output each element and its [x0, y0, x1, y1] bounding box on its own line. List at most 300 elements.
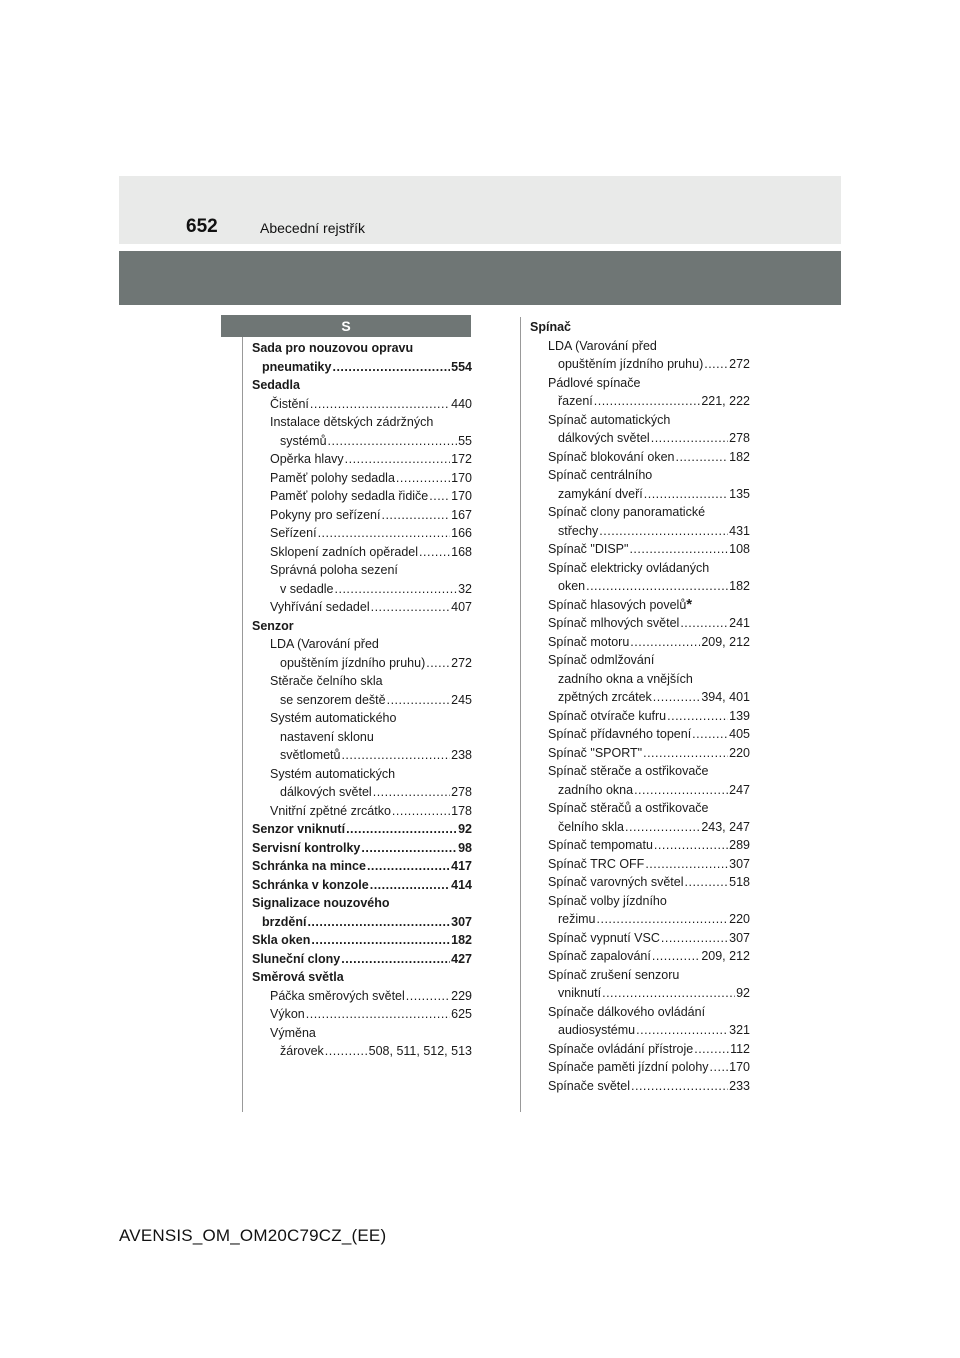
index-entry-line	[252, 635, 472, 654]
index-entry-line	[252, 913, 472, 932]
leader-dots	[306, 1005, 450, 1024]
leader-dots	[661, 929, 728, 948]
index-entry-line	[530, 466, 750, 485]
page-reference[interactable]: 414	[451, 877, 472, 892]
index-entry	[252, 820, 472, 839]
index-term: Instalace dětských zádržných	[270, 415, 434, 429]
index-term: Spínač odmlžování	[548, 653, 655, 667]
page-reference[interactable]: 182	[451, 933, 472, 947]
index-entry	[252, 524, 472, 543]
index-term: Pokyny pro seřízení	[270, 507, 381, 522]
index-entry-line	[530, 411, 750, 430]
left-column-rule	[242, 337, 243, 1112]
index-entry	[530, 873, 750, 892]
page-title: Abecední rejstřík	[260, 220, 366, 236]
index-entry	[252, 950, 472, 969]
index-entry-line	[530, 762, 750, 781]
document-code: AVENSIS_OM_OM20C79CZ_(EE)	[119, 1226, 387, 1245]
index-term: Skla oken	[252, 933, 311, 947]
index-entry	[530, 929, 750, 948]
index-entry-line	[530, 633, 750, 652]
index-entry-line	[252, 543, 472, 562]
page-reference[interactable]: 625	[451, 1007, 472, 1021]
index-entry-line	[252, 987, 472, 1006]
index-entry-line	[252, 894, 472, 913]
leader-dots	[594, 392, 701, 411]
index-term: Směrová světla	[252, 970, 344, 984]
leader-dots	[373, 783, 450, 802]
index-entry-line	[530, 855, 750, 874]
index-entry-line	[252, 358, 472, 377]
index-term: LDA (Varování před	[548, 338, 657, 353]
leader-dots	[704, 355, 728, 374]
leader-dots	[307, 913, 450, 932]
leader-dots	[710, 1058, 729, 1077]
page-reference[interactable]: 394, 401	[701, 690, 750, 704]
index-entry	[252, 413, 472, 450]
index-entry-line	[530, 781, 750, 800]
leader-dots	[311, 931, 450, 950]
index-entry	[252, 376, 472, 395]
index-term: čelního skla	[558, 819, 625, 834]
page-reference[interactable]: 182	[729, 579, 750, 593]
page-reference[interactable]: 168	[451, 544, 472, 559]
index-entry	[530, 318, 750, 337]
page-reference[interactable]: 278	[729, 431, 750, 445]
index-entry-line: Spínač hlasových povelů *	[548, 595, 693, 613]
index-term: dálkových světel	[558, 431, 650, 445]
index-entry-line	[252, 1042, 472, 1061]
index-term: zamykání dveří	[558, 486, 643, 501]
index-entry	[530, 540, 750, 559]
index-entry	[530, 947, 750, 966]
index-entry-line	[252, 580, 472, 599]
index-entry-line	[252, 765, 472, 784]
page-reference[interactable]: 417	[451, 859, 472, 873]
index-entry-line	[252, 395, 472, 414]
index-term: Paměť polohy sedadla řidiče	[270, 489, 429, 503]
index-term: Systém automatického	[270, 711, 397, 725]
leader-dots	[361, 839, 457, 858]
index-term: zadního okna	[558, 782, 634, 797]
index-term: Schránka v konzole	[252, 877, 369, 892]
index-term: Systém automatických	[270, 766, 396, 781]
index-entry	[530, 725, 750, 744]
index-term: Spínač "DISP"	[548, 542, 629, 556]
index-term: Spínač stěračů a ostřikovače	[548, 801, 709, 815]
index-term: Spínače ovládání přístroje	[548, 1041, 694, 1056]
index-entry-line	[252, 561, 472, 580]
page-reference[interactable]: 178	[451, 803, 472, 818]
leader-dots	[396, 469, 450, 488]
leader-dots	[654, 836, 728, 855]
index-term: Spínač zapalování	[548, 949, 651, 963]
leader-dots	[419, 543, 450, 562]
index-term: Spínač motoru	[548, 634, 630, 649]
index-entry	[530, 966, 750, 1003]
index-term: Spínač vypnutí VSC	[548, 930, 660, 945]
page-reference[interactable]: 307	[729, 930, 750, 945]
leader-dots	[643, 744, 728, 763]
leader-dots	[346, 820, 457, 839]
index-entry	[252, 839, 472, 858]
index-term: Spínač přídavného topení	[548, 727, 692, 741]
index-entry-line	[530, 707, 750, 726]
index-entry-line	[252, 506, 472, 525]
index-entry	[530, 1077, 750, 1096]
page-reference[interactable]: 209, 212	[701, 634, 750, 649]
index-entry	[252, 709, 472, 765]
index-entry-line	[530, 947, 750, 966]
page-reference[interactable]: 55	[458, 433, 472, 448]
index-term: Sluneční clony	[252, 951, 341, 966]
index-entry	[252, 469, 472, 488]
index-term: Spínače dálkového ovládání	[548, 1004, 706, 1019]
page-reference[interactable]: 182	[729, 449, 750, 464]
page-reference[interactable]: 229	[451, 988, 472, 1003]
page-reference[interactable]: 431	[729, 523, 750, 538]
index-entry-line	[252, 376, 472, 395]
leader-dots	[387, 691, 451, 710]
page-reference[interactable]: 278	[451, 785, 472, 799]
index-term: Spínač tempomatu	[548, 838, 653, 852]
index-entry	[530, 559, 750, 596]
index-entry-line	[252, 524, 472, 543]
index-entry-line	[530, 614, 750, 633]
leader-dots	[370, 876, 450, 895]
page-number: 652	[186, 216, 218, 237]
index-entry	[252, 765, 472, 802]
index-entry-line	[530, 374, 750, 393]
leader-dots	[345, 450, 450, 469]
index-term: Spínač TRC OFF	[548, 856, 645, 871]
index-entry-line	[530, 540, 750, 559]
index-term: pneumatiky	[262, 359, 332, 374]
index-term: Spínač stěrače a ostřikovače	[548, 764, 709, 778]
index-entry-line	[530, 799, 750, 818]
page-reference[interactable]: 241	[729, 616, 750, 630]
index-entry	[252, 506, 472, 525]
index-entry-line	[252, 931, 472, 950]
page-reference[interactable]: 427	[451, 951, 472, 966]
leader-dots	[602, 984, 735, 1003]
index-entry	[530, 1058, 750, 1077]
index-entry-line	[530, 559, 750, 578]
leader-dots	[653, 688, 701, 707]
index-entry	[252, 617, 472, 636]
index-entry	[530, 855, 750, 874]
index-entry	[252, 395, 472, 414]
index-entry	[252, 561, 472, 598]
page-reference[interactable]: 220	[729, 745, 750, 760]
leader-dots	[586, 577, 728, 596]
index-entry-line	[530, 337, 750, 356]
index-term: v sedadle	[280, 581, 334, 596]
index-term: oken	[558, 579, 586, 593]
index-entry-line	[530, 966, 750, 985]
section-letter-tab: S	[221, 315, 471, 337]
leader-dots	[631, 1077, 728, 1096]
leader-dots	[426, 654, 450, 673]
page-reference[interactable]: 92	[736, 986, 750, 1000]
index-entry-line	[530, 577, 750, 596]
index-entry-line	[530, 1077, 750, 1096]
index-term: Spínače paměti jízdní polohy	[548, 1060, 709, 1074]
index-entry	[252, 987, 472, 1006]
index-entry-line	[530, 392, 750, 411]
page-reference[interactable]: 289	[729, 838, 750, 852]
index-entry-line	[530, 503, 750, 522]
leader-dots	[371, 598, 451, 617]
page-reference[interactable]: 172	[451, 452, 472, 466]
leader-dots	[599, 522, 728, 541]
index-term: zadního okna a vnějších	[558, 671, 693, 686]
index-term: nastavení sklonu	[280, 729, 374, 744]
index-term: Signalizace nouzového	[252, 896, 390, 910]
page-reference[interactable]: 209, 212	[701, 949, 750, 963]
index-entry-line	[252, 469, 472, 488]
page-reference[interactable]: 98	[458, 840, 472, 855]
index-term: Správná poloha sezení	[270, 563, 398, 577]
page-reference[interactable]: 238	[451, 748, 472, 762]
index-term: Opěrka hlavy	[270, 452, 344, 466]
index-term: řazení	[558, 394, 593, 408]
page-reference[interactable]: 272	[451, 655, 472, 670]
index-entry	[530, 1040, 750, 1059]
index-term: Spínač clony panoramatické	[548, 505, 706, 519]
index-term: Schránka na mince	[252, 859, 366, 873]
index-entry-line	[530, 670, 750, 689]
index-entry-line	[252, 968, 472, 987]
index-term: Sklopení zadních opěradel	[270, 544, 419, 559]
index-entry-line	[252, 1005, 472, 1024]
index-term: Spínač otvírače kufru	[548, 708, 667, 723]
index-term: opuštěním jízdního pruhu)	[280, 655, 426, 670]
index-entry-line	[530, 651, 750, 670]
header-bar	[119, 251, 841, 305]
index-term: Pádlové spínače	[548, 375, 641, 390]
index-term: Sedadla	[252, 378, 300, 392]
leader-dots	[597, 910, 729, 929]
index-entry-line	[530, 318, 750, 337]
index-term: Výkon	[270, 1007, 305, 1021]
page-reference[interactable]: 307	[729, 856, 750, 871]
index-entry-line	[530, 929, 750, 948]
index-term: se senzorem deště	[280, 692, 386, 707]
index-entry-line	[252, 783, 472, 802]
leader-dots	[652, 947, 700, 966]
index-entry-line	[252, 672, 472, 691]
index-entry	[252, 672, 472, 709]
leader-dots	[341, 746, 450, 765]
page-reference[interactable]: 518	[729, 875, 750, 889]
index-entry	[530, 707, 750, 726]
index-term: Sada pro nouzovou opravu	[252, 341, 414, 355]
index-entry-line	[530, 836, 750, 855]
leader-dots	[634, 781, 728, 800]
index-term: žárovek	[280, 1044, 324, 1058]
index-entry	[530, 466, 750, 503]
index-entry-line	[252, 802, 472, 821]
leader-dots	[310, 395, 450, 414]
index-entry-line	[530, 429, 750, 448]
page-reference[interactable]: 220	[729, 912, 750, 926]
index-entry-line	[530, 1021, 750, 1040]
index-term: Vyhřívání sedadel	[270, 600, 370, 614]
index-term: Senzor vniknutí	[252, 822, 346, 836]
index-entry-line	[530, 873, 750, 892]
page-reference[interactable]: 508, 511, 512, 513	[368, 1044, 472, 1058]
index-entry-line	[252, 617, 472, 636]
leader-dots	[630, 633, 700, 652]
leader-dots	[644, 485, 728, 504]
index-entry-line	[252, 598, 472, 617]
index-entry-line	[252, 339, 472, 358]
index-term: audiosystému	[558, 1023, 636, 1037]
leader-dots	[645, 855, 728, 874]
index-entry-line	[252, 413, 472, 432]
index-entry	[252, 894, 472, 931]
page-reference[interactable]: 139	[729, 708, 750, 723]
index-entry-line	[252, 487, 472, 506]
index-term: Spínač volby jízdního	[548, 893, 667, 908]
index-entry	[530, 892, 750, 929]
index-entry	[530, 614, 750, 633]
leader-dots	[332, 358, 450, 377]
index-entry-line	[252, 728, 472, 747]
index-entry	[530, 651, 750, 707]
index-entry	[530, 836, 750, 855]
index-entry	[530, 762, 750, 799]
leader-dots	[694, 1040, 729, 1059]
index-term: Výměna	[270, 1025, 316, 1040]
index-term: vniknutí	[558, 986, 602, 1000]
index-term: Servisní kontrolky	[252, 840, 361, 855]
index-entry-line	[252, 709, 472, 728]
index-term: zpětných zrcátek	[558, 690, 652, 704]
leader-dots	[406, 987, 450, 1006]
index-entry-line	[530, 522, 750, 541]
index-entry	[252, 487, 472, 506]
index-term: střechy	[558, 523, 599, 538]
index-entry-line	[252, 746, 472, 765]
index-term: Spínač elektricky ovládaných	[548, 560, 710, 575]
index-term: Stěrače čelního skla	[270, 674, 383, 688]
index-term: Čistění	[270, 396, 309, 411]
page-reference[interactable]: 108	[729, 542, 750, 556]
leader-dots	[667, 707, 728, 726]
page-reference[interactable]: 167	[451, 507, 472, 522]
page-reference[interactable]: 32	[458, 581, 472, 596]
index-term: Spínač blokování oken	[548, 449, 675, 464]
index-entry	[530, 411, 750, 448]
index-entry-line	[530, 688, 750, 707]
index-term: režimu	[558, 912, 596, 926]
page-reference[interactable]: 170	[451, 489, 472, 503]
index-entry-line	[530, 910, 750, 929]
index-entry-line	[252, 857, 472, 876]
index-entry	[252, 968, 472, 987]
index-entry-line	[530, 355, 750, 374]
page-reference[interactable]: 170	[451, 470, 472, 485]
page-reference[interactable]: 243, 247	[701, 819, 750, 834]
index-term: Spínač	[530, 320, 571, 334]
index-entry	[530, 633, 750, 652]
page-reference[interactable]: 221, 222	[701, 394, 750, 408]
index-entry-line	[252, 654, 472, 673]
index-term: Spínač zrušení senzoru	[548, 967, 680, 982]
page-reference[interactable]: 440	[451, 396, 472, 411]
leader-dots	[328, 432, 458, 451]
index-entry-line	[252, 876, 472, 895]
index-term: Seřízení	[270, 526, 317, 540]
page-reference[interactable]: 321	[729, 1023, 750, 1037]
index-term: Spínač varovných světel	[548, 875, 684, 889]
page-reference[interactable]: 407	[451, 600, 472, 614]
page-reference[interactable]: 272	[729, 357, 750, 371]
leader-dots	[335, 580, 458, 599]
leader-dots	[318, 524, 451, 543]
index-entry	[530, 448, 750, 467]
index-entry-line	[530, 892, 750, 911]
index-term: Spínač "SPORT"	[548, 745, 643, 760]
page-reference[interactable]: 92	[458, 822, 472, 836]
index-term: Vnitřní zpětné zrcátko	[270, 803, 391, 818]
leader-dots	[367, 857, 450, 876]
index-entry-line	[530, 1003, 750, 1022]
index-term: Spínač mlhových světel	[548, 616, 680, 630]
leader-dots	[629, 540, 728, 559]
page-reference[interactable]: 166	[451, 526, 472, 540]
page-reference[interactable]: 112	[730, 1041, 750, 1056]
index-entry	[530, 1003, 750, 1040]
index-entry	[252, 876, 472, 895]
index-term: Spínače světel	[548, 1078, 630, 1093]
index-entry-line	[530, 485, 750, 504]
index-term: Senzor	[252, 618, 294, 633]
index-entry-line	[530, 725, 750, 744]
page-reference[interactable]: 405	[729, 727, 750, 741]
index-term: LDA (Varování před	[270, 637, 379, 651]
leader-dots	[625, 818, 700, 837]
leader-dots	[341, 950, 450, 969]
index-entry	[252, 1024, 472, 1061]
page-reference[interactable]: 307	[451, 914, 472, 929]
index-entry-line	[252, 839, 472, 858]
page-reference[interactable]: 245	[451, 692, 472, 707]
page-reference[interactable]: 135	[729, 486, 750, 501]
index-entry	[252, 1005, 472, 1024]
index-term: Spínač centrálního	[548, 468, 653, 482]
page-reference[interactable]: 233	[729, 1078, 750, 1093]
leader-dots	[392, 802, 450, 821]
leader-dots	[692, 725, 728, 744]
index-entry-line	[530, 984, 750, 1003]
index-term: dálkových světel	[280, 785, 372, 799]
index-entry	[530, 374, 750, 411]
leader-dots	[675, 448, 728, 467]
index-entry-line	[252, 450, 472, 469]
leader-dots	[381, 506, 450, 525]
index-entry	[252, 931, 472, 950]
page-reference[interactable]: 554	[451, 359, 472, 374]
index-term: Páčka směrových světel	[270, 988, 405, 1003]
page-reference[interactable]: 247	[729, 782, 750, 797]
index-entry-line	[530, 1058, 750, 1077]
index-entry	[252, 543, 472, 562]
index-entry-line	[252, 1024, 472, 1043]
page-reference[interactable]: 170	[729, 1060, 750, 1074]
